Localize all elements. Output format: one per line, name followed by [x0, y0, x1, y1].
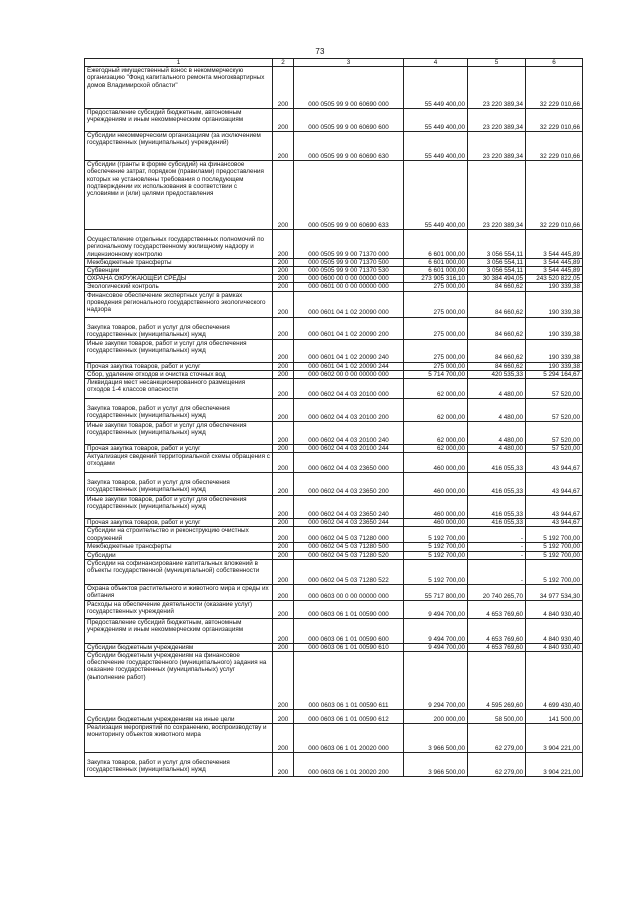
row-unexecuted-amount-cell: 3 904 221,00 [526, 724, 583, 753]
table-row [85, 291, 583, 317]
row-budget-code-cell: 000 0602 04 4 03 20100 244 [294, 445, 404, 453]
row-approved-amount-cell: 9 494 700,00 [404, 600, 468, 618]
row-name-cell: Иные закупки товаров, работ и услуг для обеспечения государственных (муниципальных) нужд [85, 496, 273, 519]
row-approved-amount-cell: 5 192 700,00 [404, 559, 468, 584]
row-executed-amount-cell: - [468, 551, 526, 559]
row-budget-code-cell: 000 0603 06 1 01 00590 610 [294, 643, 404, 651]
row-executed-amount-cell: 23 220 389,34 [468, 67, 526, 109]
row-executed-amount-cell: 23 220 389,34 [468, 161, 526, 230]
row-executed-amount-cell: - [468, 527, 526, 543]
row-approved-amount-cell: 460 000,00 [404, 519, 468, 527]
table-row [85, 362, 583, 370]
row-unexecuted-amount-cell: 57 520,00 [526, 445, 583, 453]
table-row [85, 267, 583, 275]
row-unexecuted-amount-cell: 4 840 930,40 [526, 600, 583, 618]
table-row [85, 275, 583, 283]
row-approved-amount-cell: 460 000,00 [404, 473, 468, 496]
row-budget-code-cell: 000 0505 99 9 00 71370 530 [294, 267, 404, 275]
row-executed-amount-cell: 416 055,33 [468, 496, 526, 519]
row-executed-amount-cell: 30 384 494,05 [468, 275, 526, 283]
table-row [85, 67, 583, 109]
row-budget-code-cell: 000 0603 00 0 00 00000 000 [294, 584, 404, 600]
row-budget-code-cell: 000 0603 06 1 01 00590 611 [294, 652, 404, 710]
row-executed-amount-cell: 84 660,62 [468, 317, 526, 339]
row-approved-amount-cell: 200 000,00 [404, 710, 468, 724]
row-executed-amount-cell: 420 535,33 [468, 370, 526, 378]
row-budget-code-cell: 000 0603 06 1 01 00590 000 [294, 600, 404, 618]
row-name-cell: Прочая закупка товаров, работ и услуг [85, 445, 273, 453]
row-approved-amount-cell: 6 601 000,00 [404, 230, 468, 259]
table-row [85, 652, 583, 710]
row-approved-amount-cell: 55 449 400,00 [404, 132, 468, 161]
table-row [85, 618, 583, 643]
row-approved-amount-cell: 460 000,00 [404, 453, 468, 473]
row-admin-code-cell: 200 [273, 543, 294, 551]
row-executed-amount-cell: 84 660,62 [468, 339, 526, 362]
row-name-cell: Иные закупки товаров, работ и услуг для обеспечения государственных (муниципальных) нужд [85, 422, 273, 445]
row-admin-code-cell: 200 [273, 618, 294, 643]
row-admin-code-cell: 200 [273, 473, 294, 496]
row-admin-code-cell: 200 [273, 643, 294, 651]
row-admin-code-cell: 200 [273, 230, 294, 259]
row-budget-code-cell: 000 0505 99 9 00 71370 500 [294, 258, 404, 266]
row-budget-code-cell: 000 0602 04 4 03 23650 000 [294, 453, 404, 473]
row-unexecuted-amount-cell: 3 544 445,89 [526, 267, 583, 275]
table-row [85, 109, 583, 132]
table-row [85, 399, 583, 422]
row-executed-amount-cell: 4 653 769,60 [468, 618, 526, 643]
row-unexecuted-amount-cell: 43 944,67 [526, 519, 583, 527]
row-name-cell: Субсидии на софинансирование капитальных вложений в объекты государственной (муниципальной) собственности [85, 559, 273, 584]
row-budget-code-cell: 000 0602 04 5 03 71280 520 [294, 551, 404, 559]
row-admin-code-cell: 200 [273, 600, 294, 618]
row-executed-amount-cell: - [468, 543, 526, 551]
row-name-cell: Субсидии некоммерческим организациям (за исключением государственных (муниципальных) учреждений) [85, 132, 273, 161]
row-executed-amount-cell: 3 056 554,11 [468, 230, 526, 259]
row-name-cell: Иные закупки товаров, работ и услуг для обеспечения государственных (муниципальных) нужд [85, 339, 273, 362]
row-name-cell: Прочая закупка товаров, работ и услуг [85, 362, 273, 370]
row-executed-amount-cell: 4 480,00 [468, 445, 526, 453]
row-admin-code-cell: 200 [273, 724, 294, 753]
row-approved-amount-cell: 9 494 700,00 [404, 618, 468, 643]
row-budget-code-cell: 000 0601 00 0 00 00000 000 [294, 283, 404, 291]
row-approved-amount-cell: 275 000,00 [404, 283, 468, 291]
row-admin-code-cell: 200 [273, 422, 294, 445]
row-name-cell: Ежегодный имущественный взнос в некоммерческую организацию "Фонд капитального ремонта многоквартирных домов Владимирской области" [85, 67, 273, 109]
row-admin-code-cell: 200 [273, 283, 294, 291]
row-name-cell: ОХРАНА ОКРУЖАЮЩЕЙ СРЕДЫ [85, 275, 273, 283]
row-unexecuted-amount-cell: 32 229 010,66 [526, 109, 583, 132]
row-approved-amount-cell: 5 192 700,00 [404, 551, 468, 559]
row-admin-code-cell: 200 [273, 519, 294, 527]
row-approved-amount-cell: 5 192 700,00 [404, 527, 468, 543]
row-executed-amount-cell: 58 500,00 [468, 710, 526, 724]
row-budget-code-cell: 000 0602 04 4 03 23650 240 [294, 496, 404, 519]
row-budget-code-cell: 000 0603 06 1 01 00590 600 [294, 618, 404, 643]
row-budget-code-cell: 000 0602 04 4 03 20100 240 [294, 422, 404, 445]
row-approved-amount-cell: 55 449 400,00 [404, 161, 468, 230]
row-executed-amount-cell: 4 653 769,60 [468, 600, 526, 618]
row-unexecuted-amount-cell: 190 339,38 [526, 291, 583, 317]
row-admin-code-cell: 200 [273, 527, 294, 543]
table-row [85, 527, 583, 543]
row-approved-amount-cell: 9 494 700,00 [404, 643, 468, 651]
row-admin-code-cell: 200 [273, 317, 294, 339]
row-unexecuted-amount-cell: 190 339,38 [526, 339, 583, 362]
row-unexecuted-amount-cell: 3 544 445,89 [526, 258, 583, 266]
row-executed-amount-cell: 20 740 265,70 [468, 584, 526, 600]
row-approved-amount-cell: 275 000,00 [404, 317, 468, 339]
row-unexecuted-amount-cell: 190 339,38 [526, 283, 583, 291]
row-unexecuted-amount-cell: 43 944,67 [526, 453, 583, 473]
row-budget-code-cell: 000 0602 04 4 03 23650 244 [294, 519, 404, 527]
row-unexecuted-amount-cell: 5 294 164,67 [526, 370, 583, 378]
row-approved-amount-cell: 3 966 500,00 [404, 724, 468, 753]
row-executed-amount-cell: 4 480,00 [468, 399, 526, 422]
row-budget-code-cell: 000 0601 04 1 02 20090 240 [294, 339, 404, 362]
row-unexecuted-amount-cell: 5 192 700,00 [526, 551, 583, 559]
table-row [85, 559, 583, 584]
row-unexecuted-amount-cell: 57 520,00 [526, 379, 583, 399]
table-row [85, 710, 583, 724]
row-unexecuted-amount-cell: 32 229 010,66 [526, 67, 583, 109]
row-name-cell: Закупка товаров, работ и услуг для обеспечения государственных (муниципальных) нужд [85, 473, 273, 496]
row-name-cell: Закупка товаров, работ и услуг для обеспечения государственных (муниципальных) нужд [85, 753, 273, 777]
row-executed-amount-cell: - [468, 559, 526, 584]
row-executed-amount-cell: 84 660,62 [468, 362, 526, 370]
row-name-cell: Субсидии (гранты в форме субсидий) на финансовое обеспечение затрат, порядком (правилами) предоставления которых не установлены требования о последующем подтверждении их использования в соответствии с условиями и (или) целями предоставления [85, 161, 273, 230]
row-admin-code-cell: 200 [273, 753, 294, 777]
row-unexecuted-amount-cell: 32 229 010,66 [526, 161, 583, 230]
row-admin-code-cell: 200 [273, 445, 294, 453]
row-unexecuted-amount-cell: 57 520,00 [526, 399, 583, 422]
row-unexecuted-amount-cell: 4 840 930,40 [526, 618, 583, 643]
row-budget-code-cell: 000 0602 04 4 03 20100 000 [294, 379, 404, 399]
row-approved-amount-cell: 55 717 800,00 [404, 584, 468, 600]
row-budget-code-cell: 000 0602 04 4 03 23650 200 [294, 473, 404, 496]
row-name-cell: Ликвидация мест несанкционированного размещения отходов 1-4 классов опасности [85, 379, 273, 399]
row-approved-amount-cell: 5 714 700,00 [404, 370, 468, 378]
table-row [85, 551, 583, 559]
row-approved-amount-cell: 62 000,00 [404, 422, 468, 445]
row-executed-amount-cell: 4 480,00 [468, 422, 526, 445]
table-row [85, 445, 583, 453]
row-budget-code-cell: 000 0505 99 9 00 60690 630 [294, 132, 404, 161]
row-name-cell: Субсидии на строительство и реконструкцию очистных сооружений [85, 527, 273, 543]
column-header-1: 1 [85, 59, 273, 67]
table-row [85, 317, 583, 339]
table-row [85, 519, 583, 527]
row-admin-code-cell: 200 [273, 652, 294, 710]
table-row [85, 370, 583, 378]
row-budget-code-cell: 000 0603 06 1 01 20020 000 [294, 724, 404, 753]
row-unexecuted-amount-cell: 3 544 445,89 [526, 230, 583, 259]
column-header-6: 6 [526, 59, 583, 67]
row-admin-code-cell: 200 [273, 161, 294, 230]
row-unexecuted-amount-cell: 5 192 700,00 [526, 559, 583, 584]
table-row [85, 496, 583, 519]
row-budget-code-cell: 000 0602 04 4 03 20100 200 [294, 399, 404, 422]
row-admin-code-cell: 200 [273, 275, 294, 283]
row-approved-amount-cell: 62 000,00 [404, 399, 468, 422]
row-admin-code-cell: 200 [273, 559, 294, 584]
row-name-cell: Субсидии бюджетным учреждениям [85, 643, 273, 651]
row-unexecuted-amount-cell: 141 500,00 [526, 710, 583, 724]
row-name-cell: Закупка товаров, работ и услуг для обеспечения государственных (муниципальных) нужд [85, 399, 273, 422]
row-executed-amount-cell: 416 055,33 [468, 519, 526, 527]
row-approved-amount-cell: 55 449 400,00 [404, 109, 468, 132]
row-budget-code-cell: 000 0602 04 5 03 71280 500 [294, 543, 404, 551]
row-name-cell: Предоставление субсидий бюджетным, автономным учреждениям и иным некоммерческим организациям [85, 109, 273, 132]
row-executed-amount-cell: 3 056 554,11 [468, 267, 526, 275]
row-name-cell: Финансовое обеспечение экспертных услуг в рамках проведения регионального государственного экологического надзора [85, 291, 273, 317]
row-approved-amount-cell: 6 601 000,00 [404, 267, 468, 275]
row-admin-code-cell: 200 [273, 109, 294, 132]
row-approved-amount-cell: 273 905 316,10 [404, 275, 468, 283]
row-unexecuted-amount-cell: 3 904 221,00 [526, 753, 583, 777]
row-executed-amount-cell: 62 279,00 [468, 753, 526, 777]
row-approved-amount-cell: 275 000,00 [404, 291, 468, 317]
row-executed-amount-cell: 4 480,00 [468, 379, 526, 399]
row-budget-code-cell: 000 0600 00 0 00 00000 000 [294, 275, 404, 283]
table-row [85, 724, 583, 753]
row-unexecuted-amount-cell: 34 977 534,30 [526, 584, 583, 600]
row-unexecuted-amount-cell: 43 944,67 [526, 473, 583, 496]
row-budget-code-cell: 000 0603 06 1 01 20020 200 [294, 753, 404, 777]
table-row [85, 132, 583, 161]
row-unexecuted-amount-cell: 57 520,00 [526, 422, 583, 445]
row-approved-amount-cell: 55 449 400,00 [404, 67, 468, 109]
row-executed-amount-cell: 23 220 389,34 [468, 109, 526, 132]
table-row [85, 422, 583, 445]
row-admin-code-cell: 200 [273, 132, 294, 161]
row-approved-amount-cell: 62 000,00 [404, 379, 468, 399]
row-executed-amount-cell: 23 220 389,34 [468, 132, 526, 161]
table-row [85, 283, 583, 291]
row-budget-code-cell: 000 0601 04 1 02 20090 244 [294, 362, 404, 370]
row-budget-code-cell: 000 0505 99 9 00 60690 000 [294, 67, 404, 109]
row-name-cell: Субсидии бюджетным учреждениям на финансовое обеспечение государственного (муниципального) задания на оказание государственных (муниципальных) услуг (выполнение работ) [85, 652, 273, 710]
row-admin-code-cell: 200 [273, 67, 294, 109]
row-name-cell: Субсидии бюджетным учреждениям на иные цели [85, 710, 273, 724]
row-budget-code-cell: 000 0601 04 1 02 20090 200 [294, 317, 404, 339]
row-name-cell: Экологический контроль [85, 283, 273, 291]
row-admin-code-cell: 200 [273, 399, 294, 422]
row-approved-amount-cell: 460 000,00 [404, 496, 468, 519]
row-budget-code-cell: 000 0603 06 1 01 00590 612 [294, 710, 404, 724]
table-row [85, 230, 583, 259]
row-budget-code-cell: 000 0505 99 9 00 60690 600 [294, 109, 404, 132]
row-executed-amount-cell: 84 660,62 [468, 283, 526, 291]
row-admin-code-cell: 200 [273, 453, 294, 473]
column-header-4: 4 [404, 59, 468, 67]
column-header-2: 2 [273, 59, 294, 67]
row-budget-code-cell: 000 0602 00 0 00 00000 000 [294, 370, 404, 378]
row-admin-code-cell: 200 [273, 339, 294, 362]
row-admin-code-cell: 200 [273, 496, 294, 519]
row-unexecuted-amount-cell: 5 192 700,00 [526, 543, 583, 551]
row-admin-code-cell: 200 [273, 258, 294, 266]
row-budget-code-cell: 000 0602 04 5 03 71280 000 [294, 527, 404, 543]
row-budget-code-cell: 000 0601 04 1 02 20090 000 [294, 291, 404, 317]
row-name-cell: Межбюджетные трансферты [85, 258, 273, 266]
row-approved-amount-cell: 5 192 700,00 [404, 543, 468, 551]
table-row [85, 473, 583, 496]
table-row [85, 600, 583, 618]
table-row [85, 584, 583, 600]
row-admin-code-cell: 200 [273, 551, 294, 559]
row-unexecuted-amount-cell: 4 699 430,40 [526, 652, 583, 710]
row-executed-amount-cell: 4 595 269,60 [468, 652, 526, 710]
row-budget-code-cell: 000 0505 99 9 00 60690 633 [294, 161, 404, 230]
row-name-cell: Актуализация сведений территориальной схемы обращения с отходами [85, 453, 273, 473]
table-row [85, 258, 583, 266]
table-row [85, 161, 583, 230]
row-executed-amount-cell: 3 056 554,11 [468, 258, 526, 266]
table-row [85, 379, 583, 399]
column-header-5: 5 [468, 59, 526, 67]
row-unexecuted-amount-cell: 243 520 822,05 [526, 275, 583, 283]
column-header-3: 3 [294, 59, 404, 67]
row-name-cell: Охрана объектов растительного и животного мира и среды их обитания [85, 584, 273, 600]
row-name-cell: Реализация мероприятий по сохранению, воспроизводству и мониторингу объектов животного мира [85, 724, 273, 753]
row-name-cell: Расходы на обеспечение деятельности (оказание услуг) государственных учреждений [85, 600, 273, 618]
row-budget-code-cell: 000 0602 04 5 03 71280 522 [294, 559, 404, 584]
row-admin-code-cell: 200 [273, 362, 294, 370]
row-executed-amount-cell: 4 653 769,60 [468, 643, 526, 651]
row-approved-amount-cell: 9 294 700,00 [404, 652, 468, 710]
table-row [85, 543, 583, 551]
row-unexecuted-amount-cell: 190 339,38 [526, 317, 583, 339]
budget-table [84, 58, 583, 777]
row-name-cell: Предоставление субсидий бюджетным, автономным учреждениям и иным некоммерческим организациям [85, 618, 273, 643]
row-unexecuted-amount-cell: 190 339,38 [526, 362, 583, 370]
table-row [85, 453, 583, 473]
table-row [85, 753, 583, 777]
row-approved-amount-cell: 275 000,00 [404, 339, 468, 362]
row-name-cell: Субвенции [85, 267, 273, 275]
row-name-cell: Сбор, удаление отходов и очистка сточных вод [85, 370, 273, 378]
row-unexecuted-amount-cell: 5 192 700,00 [526, 527, 583, 543]
row-executed-amount-cell: 416 055,33 [468, 453, 526, 473]
row-name-cell: Межбюджетные трансферты [85, 543, 273, 551]
row-admin-code-cell: 200 [273, 370, 294, 378]
row-unexecuted-amount-cell: 4 840 930,40 [526, 643, 583, 651]
row-admin-code-cell: 200 [273, 291, 294, 317]
row-approved-amount-cell: 3 966 500,00 [404, 753, 468, 777]
table-body [85, 67, 583, 777]
row-executed-amount-cell: 416 055,33 [468, 473, 526, 496]
row-budget-code-cell: 000 0505 99 9 00 71370 000 [294, 230, 404, 259]
row-executed-amount-cell: 62 279,00 [468, 724, 526, 753]
page-number: 73 [315, 47, 325, 56]
row-approved-amount-cell: 62 000,00 [404, 445, 468, 453]
row-unexecuted-amount-cell: 32 229 010,66 [526, 132, 583, 161]
row-admin-code-cell: 200 [273, 267, 294, 275]
row-name-cell: Закупка товаров, работ и услуг для обеспечения государственных (муниципальных) нужд [85, 317, 273, 339]
table-header-row [85, 59, 583, 67]
row-admin-code-cell: 200 [273, 710, 294, 724]
row-admin-code-cell: 200 [273, 379, 294, 399]
row-name-cell: Осуществление отдельных государственных полномочий по региональному государственному жилищному надзору и лицензионному контролю [85, 230, 273, 259]
row-name-cell: Субсидии [85, 551, 273, 559]
row-admin-code-cell: 200 [273, 584, 294, 600]
row-executed-amount-cell: 84 660,62 [468, 291, 526, 317]
row-unexecuted-amount-cell: 43 944,67 [526, 496, 583, 519]
row-approved-amount-cell: 275 000,00 [404, 362, 468, 370]
table-row [85, 339, 583, 362]
row-name-cell: Прочая закупка товаров, работ и услуг [85, 519, 273, 527]
row-approved-amount-cell: 6 601 000,00 [404, 258, 468, 266]
table-row [85, 643, 583, 651]
